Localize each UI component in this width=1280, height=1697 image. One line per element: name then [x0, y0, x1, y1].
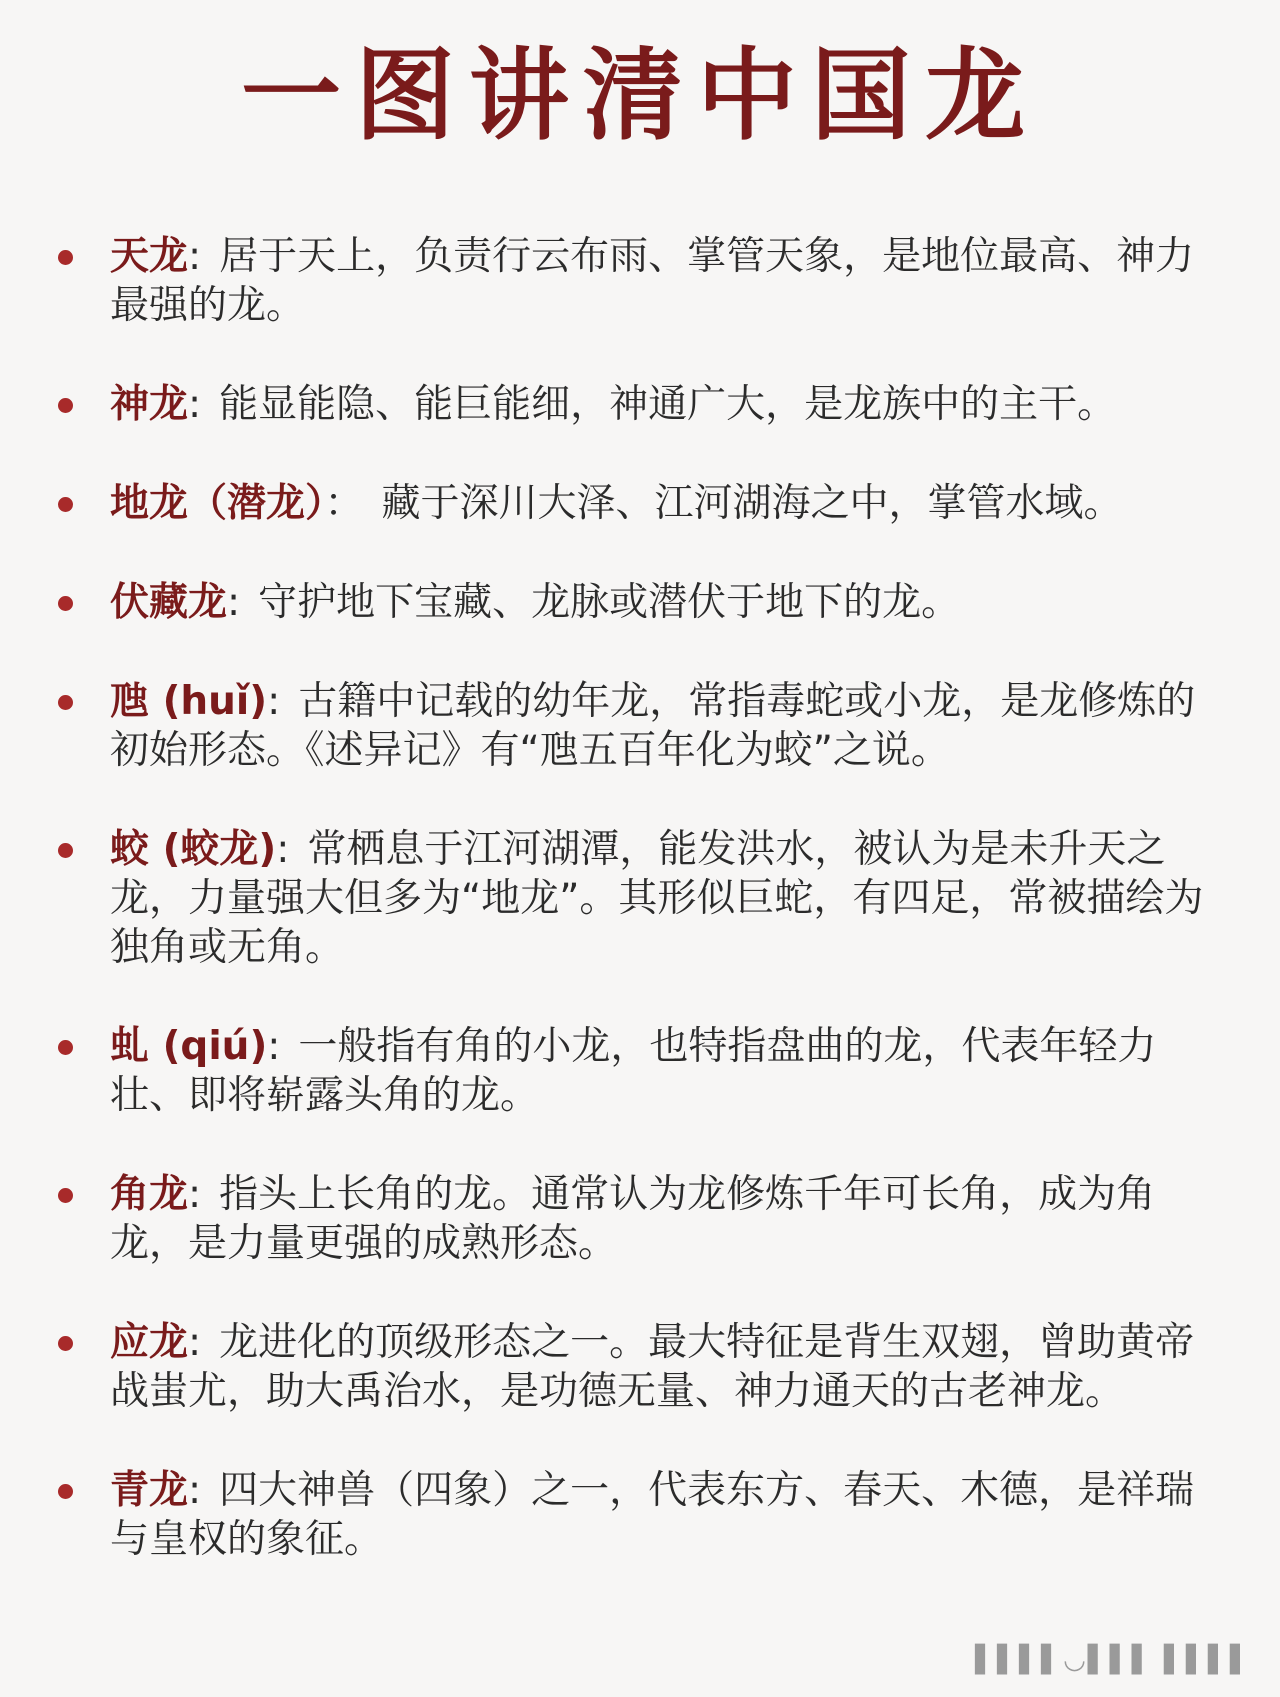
item-colon: : [188, 234, 202, 279]
list-item [58, 1318, 1218, 1416]
item-term: 虺 (huǐ) [110, 679, 268, 724]
item-term: 神龙 [110, 382, 189, 427]
page-title: 一图讲清中国龙 [241, 36, 1039, 154]
item-description: 藏于深川大泽、江河湖海之中，掌管水域。 [381, 481, 1123, 526]
item-colon: : [188, 1468, 202, 1513]
item-colon: : [188, 1320, 202, 1365]
bullet-dot-icon [58, 1484, 73, 1499]
item-description: 四大神兽（四象）之一，代表东方、春天、木德，是祥瑞与皇权的象征。 [110, 1468, 1195, 1562]
watermark-logo: ▌▌▌▌◡▌▌▌ ▌▌▌▌ [975, 1645, 1252, 1675]
item-colon: : [227, 580, 241, 625]
item-description: 一般指有角的小龙，也特指盘曲的龙，代表年轻力壮、即将崭露头角的龙。 [110, 1024, 1157, 1118]
item-description: 龙进化的顶级形态之一。最大特征是背生双翅，曾助黄帝战蚩尤，助大禹治水，是功德无量、神力通天的古老神龙。 [110, 1320, 1195, 1414]
item-colon: : [267, 679, 281, 724]
list-item [58, 825, 1218, 972]
list-item [58, 1170, 1218, 1268]
bullet-dot-icon [58, 1336, 73, 1351]
item-colon: ： [324, 481, 364, 526]
item-description: 守护地下宝藏、龙脉或潜伏于地下的龙。 [258, 580, 961, 625]
item-description: 居于天上，负责行云布雨、掌管天象，是地位最高、神力最强的龙。 [110, 234, 1195, 328]
bullet-dot-icon [58, 497, 73, 512]
bullet-dot-icon [58, 1188, 73, 1203]
item-description: 能显能隐、能巨能细，神通广大，是龙族中的主干。 [219, 382, 1117, 427]
list-item [58, 1022, 1218, 1120]
item-colon: : [188, 1172, 202, 1217]
bullet-dot-icon [58, 1040, 73, 1055]
item-colon: : [276, 827, 290, 872]
list-item [58, 380, 1218, 429]
item-description: 古籍中记载的幼年龙，常指毒蛇或小龙，是龙修炼的初始形态。《述异记》有“虺五百年化为蛟”之说。 [110, 679, 1196, 773]
list-item [58, 1466, 1218, 1564]
item-term: 青龙 [110, 1468, 189, 1513]
item-description: 常栖息于江河湖潭，能发洪水，被认为是未升天之龙，力量强大但多为“地龙”。其形似巨蛇，有四足，常被描绘为独角或无角。 [110, 827, 1204, 970]
bullet-dot-icon [58, 250, 73, 265]
item-term: 应龙 [110, 1320, 189, 1365]
item-term: 角龙 [110, 1172, 189, 1217]
item-term: 地龙（潜龙） [110, 481, 325, 526]
bullet-dot-icon [58, 398, 73, 413]
dragon-list [58, 232, 1218, 1564]
list-item [58, 479, 1218, 528]
list-item [58, 232, 1218, 330]
bullet-dot-icon [58, 695, 73, 710]
item-description: 指头上长角的龙。通常认为龙修炼千年可长角，成为角龙，是力量更强的成熟形态。 [110, 1172, 1156, 1266]
item-term: 伏藏龙 [110, 580, 228, 625]
list-item [58, 677, 1218, 775]
bullet-dot-icon [58, 596, 73, 611]
item-term: 蛟 (蛟龙) [110, 827, 277, 872]
list-item [58, 578, 1218, 627]
bullet-dot-icon [58, 843, 73, 858]
item-colon: : [188, 382, 202, 427]
item-colon: : [267, 1024, 281, 1069]
item-term: 虬 (qiú) [110, 1024, 268, 1069]
item-term: 天龙 [110, 234, 189, 279]
